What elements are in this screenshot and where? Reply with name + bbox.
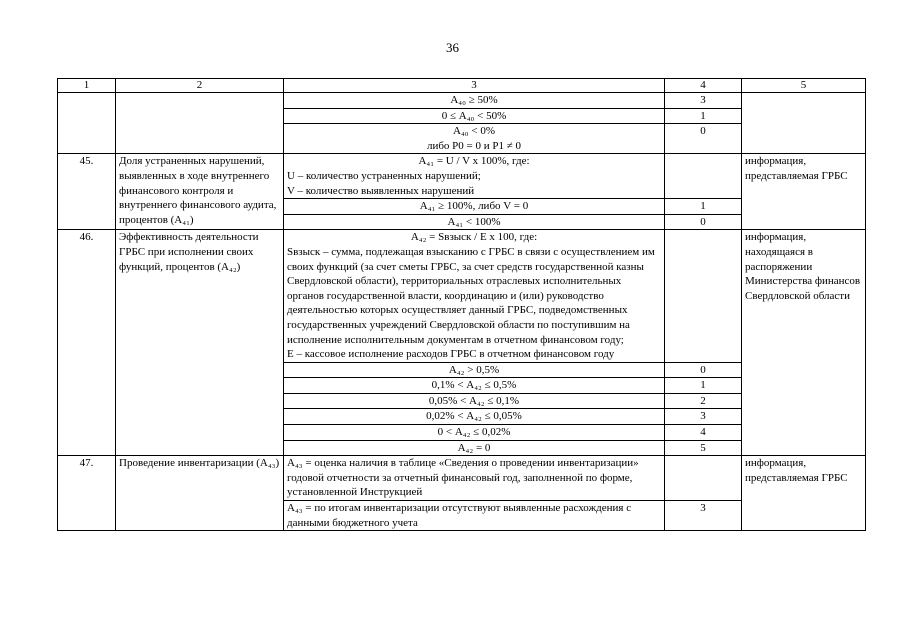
column-header: 4 <box>665 79 742 93</box>
source-cell: информация, представляемая ГРБС <box>742 154 866 230</box>
source-cell: информация, находящаяся в распоряжении Министерства финансов Свердловской области <box>742 230 866 456</box>
column-header: 3 <box>284 79 665 93</box>
formula-description: Sвзыск – сумма, подлежащая взысканию с ГРБС в связи с осуществлением им своих функций (за счет сметы ГРБС, за счет средств государственной казны Свердловской области), территориальных отраслевых исполнительных органов государственной власти, координацию и (или) руководство деятельностью которых осуществляет данный ГРБС, подведомственных государственных учреждений Свердловской области по поступившим на исполнение исполнительным документам в отчетном финансовом году; <box>287 245 655 346</box>
score-cell: 2 <box>665 393 742 409</box>
indicator-name-cell <box>116 93 284 154</box>
table-row <box>58 93 866 109</box>
score-cell <box>665 230 742 362</box>
formula-line: А₄₀ < 0% <box>453 125 495 138</box>
table-row <box>58 456 866 501</box>
formula-cell: 0,02% < А₄₂ ≤ 0,05% <box>284 409 665 425</box>
formula-cell: А₄₃ = оценка наличия в таблице «Сведения о проведении инвентаризации» годовой отчетности за отчетный финансовый год, заполненной по форме, установленной Инструкцией <box>284 456 665 501</box>
formula-cell <box>284 124 665 154</box>
formula-line: U – количество устраненных нарушений; <box>287 169 481 182</box>
row-number-cell: 46. <box>58 230 116 456</box>
row-number-cell <box>58 93 116 154</box>
score-cell: 0 <box>665 214 742 230</box>
score-cell: 3 <box>665 501 742 531</box>
formula-cell: А₄₃ = по итогам инвентаризации отсутствуют выявленные расхождения с данными бюджетного учета <box>284 501 665 531</box>
formula-cell: А₄₀ ≥ 50% <box>284 93 665 109</box>
formula-cell: 0 ≤ А₄₀ < 50% <box>284 108 665 124</box>
score-cell: 1 <box>665 108 742 124</box>
indicator-name-cell: Проведение инвентаризации (А₄₃) <box>116 456 284 531</box>
table-row <box>58 154 866 199</box>
formula-cell <box>284 154 665 199</box>
formula-cell: А₄₁ < 100% <box>284 214 665 230</box>
formula-cell: А₄₂ = 0 <box>284 440 665 456</box>
formula-cell: 0 < А₄₂ ≤ 0,02% <box>284 425 665 441</box>
score-cell: 1 <box>665 199 742 215</box>
indicator-name-cell: Эффективность деятельности ГРБС при исполнении своих функций, процентов (А₄₂) <box>116 230 284 456</box>
score-cell <box>665 456 742 501</box>
formula-cell <box>284 230 665 362</box>
formula-line: V – количество выявленных нарушений <box>287 184 475 197</box>
indicators-table <box>57 78 866 531</box>
source-cell <box>742 93 866 154</box>
formula-cell: А₄₂ > 0,5% <box>284 362 665 378</box>
formula-title: А₄₂ = Sвзыск / Е х 100, где: <box>410 231 538 244</box>
indicator-name-cell: Доля устраненных нарушений, выявленных в ходе внутреннего финансового контроля и внутреннего финансового аудита, процентов (А₄₁) <box>116 154 284 230</box>
score-cell: 0 <box>665 362 742 378</box>
column-header: 1 <box>58 79 116 93</box>
formula-description: Е – кассовое исполнение расходов ГРБС в отчетном финансовом году <box>287 348 615 361</box>
formula-cell: 0,1% < А₄₂ ≤ 0,5% <box>284 378 665 394</box>
formula-cell: 0,05% < А₄₂ ≤ 0,1% <box>284 393 665 409</box>
column-header: 2 <box>116 79 284 93</box>
score-cell <box>665 154 742 199</box>
column-header: 5 <box>742 79 866 93</box>
score-cell: 0 <box>665 124 742 154</box>
score-cell: 5 <box>665 440 742 456</box>
page-number: 36 <box>446 40 459 55</box>
table-row <box>58 230 866 362</box>
score-cell: 3 <box>665 409 742 425</box>
score-cell: 1 <box>665 378 742 394</box>
source-cell: информация, представляемая ГРБС <box>742 456 866 531</box>
row-number-cell: 47. <box>58 456 116 531</box>
formula-cell: А₄₁ ≥ 100%, либо V = 0 <box>284 199 665 215</box>
column-header-row <box>58 79 866 93</box>
score-cell: 4 <box>665 425 742 441</box>
formula-title: А₄₁ = U / V x 100%, где: <box>418 155 530 168</box>
formula-line: либо Р0 = 0 и Р1 ≠ 0 <box>426 139 522 152</box>
score-cell: 3 <box>665 93 742 109</box>
row-number-cell: 45. <box>58 154 116 230</box>
